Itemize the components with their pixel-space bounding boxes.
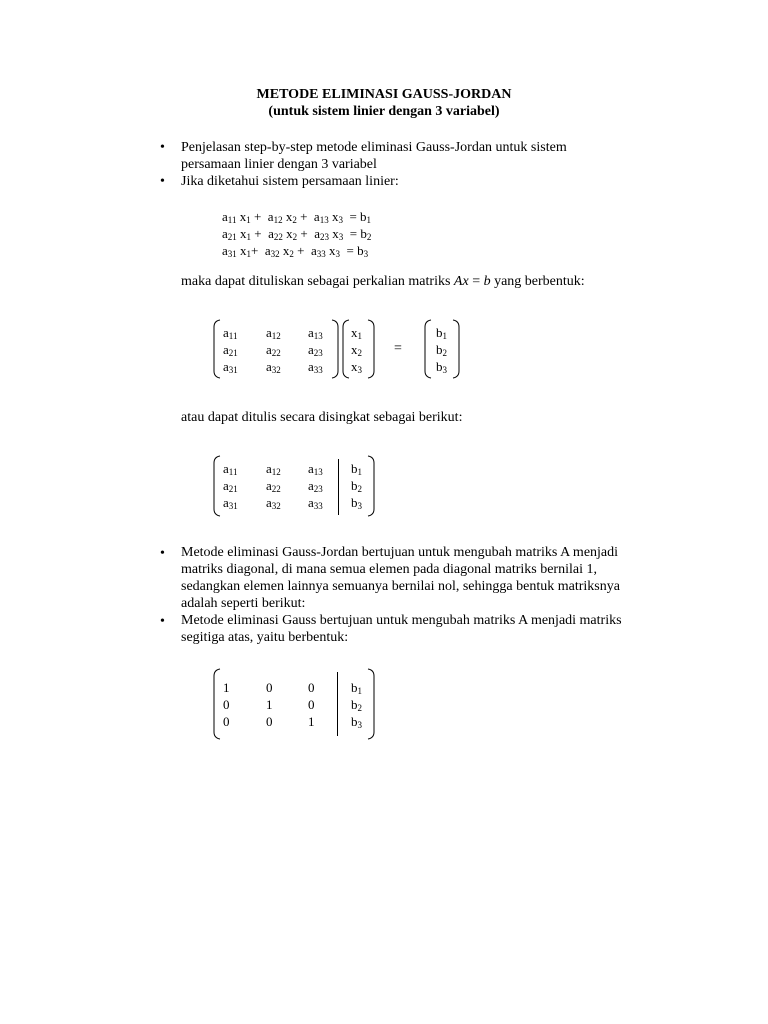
matrix-cell: 1 [223, 680, 230, 695]
matrix-cell: $a_{22}$ [266, 342, 281, 358]
matrix-cell: $a_{33}$ [308, 495, 323, 511]
augment-divider [337, 672, 338, 736]
equation-row: $a_{21}$ $x_1 + a_{22}$ $x_2 + a_{23}$ $x_3 = b_2$ [222, 226, 372, 242]
matrix-cell: $a_{31}$ [223, 359, 238, 375]
vector-b-cell: $b_3$ [351, 495, 362, 511]
bullet-gauss [181, 612, 622, 646]
vector-b-cell: $b_1$ [351, 461, 362, 477]
right-bracket-icon [330, 319, 340, 379]
matrix-cell: 0 [266, 680, 273, 695]
matrix-cell: $a_{31}$ [223, 495, 238, 511]
text-line: Jika diketahui sistem persamaan linier: [181, 174, 399, 189]
matrix-cell: $a_{11}$ [223, 461, 238, 477]
vector-b-cell: $b_3$ [436, 359, 447, 375]
vector-b-cell: $b_1$ [436, 325, 447, 341]
matrix-cell: $a_{11}$ [223, 325, 238, 341]
paragraph-matrix-form: maka dapat dituliskan sebagai perkalian matriks Ax = b yang berbentuk: [181, 274, 585, 289]
matrix-cell: $a_{13}$ [308, 461, 323, 477]
text-line: Metode eliminasi Gauss-Jordan bertujuan untuk mengubah matriks A menjadi [181, 545, 619, 560]
matrix-cell: 0 [223, 697, 230, 712]
matrix-cell: 1 [308, 714, 315, 729]
equation-row: $a_{31}$ $x_1+ a_{32}$ $x_2 + a_{33}$ $x_3 = b_3$ [222, 243, 369, 259]
right-bracket-icon [366, 668, 376, 740]
equation-system [222, 208, 371, 259]
matrix-cell: $a_{21}$ [223, 342, 238, 358]
left-bracket-icon [212, 668, 222, 740]
page-subtitle: (untuk sistem linier dengan 3 variabel) [268, 104, 500, 119]
matrix-cell: 1 [266, 697, 273, 712]
page-title: METODE ELIMINASI GAUSS-JORDAN [256, 87, 512, 102]
matrix-cell: $a_{22}$ [266, 478, 281, 494]
text-line: Penjelasan step-by-step metode eliminasi Gauss-Jordan untuk sistem [181, 140, 567, 155]
bullet-marker: • [160, 614, 165, 629]
text-line: persamaan linier dengan 3 variabel [181, 157, 377, 172]
left-bracket-icon [212, 319, 222, 379]
left-bracket-icon [212, 455, 222, 517]
left-bracket-icon [423, 319, 433, 379]
right-bracket-icon [366, 455, 376, 517]
bullet-explanation [181, 139, 567, 173]
paragraph-augmented: atau dapat ditulis secara disingkat sebagai berikut: [181, 410, 463, 425]
matrix-cell: 0 [308, 680, 315, 695]
bullet-marker: • [160, 140, 165, 155]
matrix-cell: $a_{32}$ [266, 495, 281, 511]
left-bracket-icon [341, 319, 351, 379]
text-line: matriks diagonal, di mana semua elemen pada diagonal matriks bernilai 1, [181, 562, 597, 577]
vector-b-cell: $b_2$ [351, 697, 362, 713]
matrix-cell: $a_{21}$ [223, 478, 238, 494]
vector-b-cell: $b_2$ [436, 342, 447, 358]
bullet-given-system [181, 173, 399, 190]
matrix-cell: $a_{12}$ [266, 325, 281, 341]
text-line: segitiga atas, yaitu berbentuk: [181, 630, 349, 645]
text-line: adalah seperti berikut: [181, 596, 306, 611]
right-bracket-icon [451, 319, 461, 379]
matrix-cell: $a_{33}$ [308, 359, 323, 375]
matrix-cell: $a_{13}$ [308, 325, 323, 341]
vector-x-cell: $x_1$ [351, 325, 362, 341]
matrix-cell: $a_{23}$ [308, 478, 323, 494]
vector-b-cell: $b_3$ [351, 714, 362, 730]
bullet-marker: • [160, 174, 165, 189]
vector-x-cell: $x_3$ [351, 359, 362, 375]
matrix-cell: 0 [223, 714, 230, 729]
equals-sign: = [394, 341, 402, 356]
vector-b-cell: $b_1$ [351, 680, 362, 696]
matrix-cell: $a_{12}$ [266, 461, 281, 477]
bullet-gauss-jordan [181, 544, 620, 612]
text-line: Metode eliminasi Gauss bertujuan untuk mengubah matriks A menjadi matriks [181, 613, 622, 628]
matrix-cell: $a_{23}$ [308, 342, 323, 358]
matrix-cell: $a_{32}$ [266, 359, 281, 375]
right-bracket-icon [366, 319, 376, 379]
vector-x-cell: $x_2$ [351, 342, 362, 358]
bullet-marker: • [160, 546, 165, 561]
matrix-cell: 0 [308, 697, 315, 712]
equation-row: $a_{11}$ $x_1 + a_{12}$ $x_2 + a_{13}$ $x_3 = b_1$ [222, 209, 372, 225]
matrix-cell: 0 [266, 714, 273, 729]
vector-b-cell: $b_2$ [351, 478, 362, 494]
text-line: sedangkan elemen lainnya semuanya bernilai nol, sehingga bentuk matriksnya [181, 579, 620, 594]
augment-divider [338, 459, 339, 515]
